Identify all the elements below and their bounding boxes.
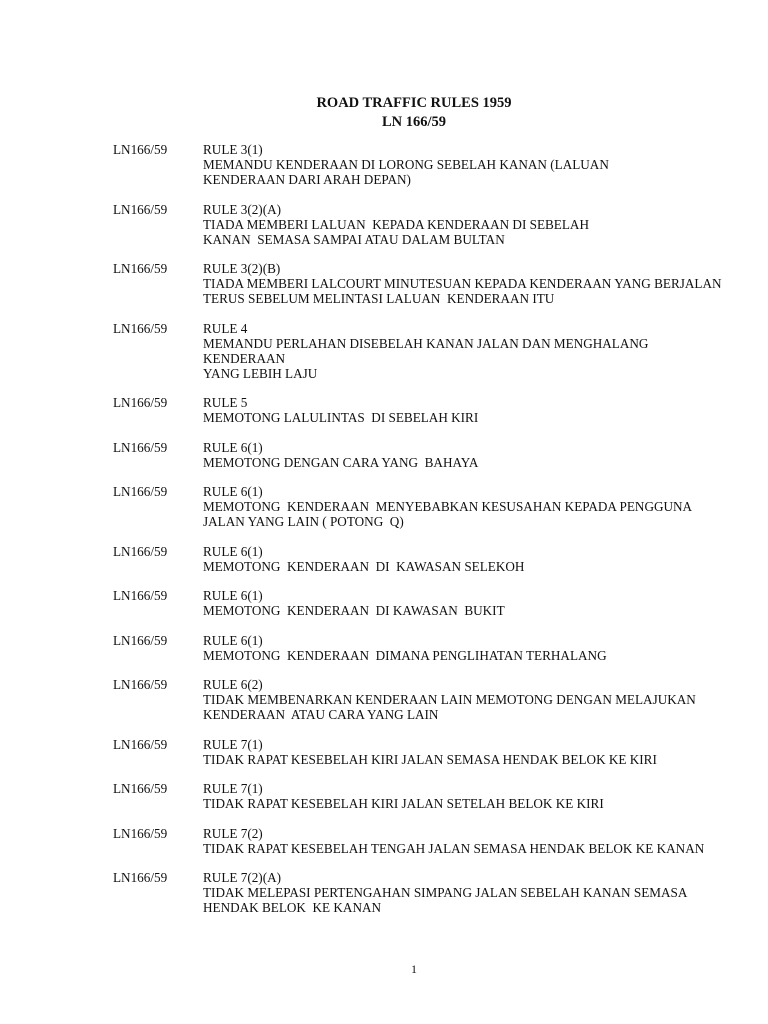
rule-entry <box>113 588 733 618</box>
rule-body <box>203 633 733 663</box>
rule-description: TIDAK MELEPASI PERTENGAHAN SIMPANG JALAN SEBELAH KANAN SEMASA HENDAK BELOK KE KANAN <box>203 885 688 915</box>
rule-body <box>203 781 733 811</box>
rule-body <box>203 440 733 470</box>
rule-code: LN166/59 <box>113 543 168 559</box>
rule-number: RULE 5 <box>203 395 248 410</box>
rule-code: LN166/59 <box>113 395 168 410</box>
rule-number: RULE 3(1) <box>203 142 263 157</box>
rule-body <box>203 826 733 856</box>
rule-body <box>203 395 733 425</box>
rule-code: LN166/59 <box>113 736 168 752</box>
rule-code: LN166/59 <box>113 261 168 276</box>
rule-entry <box>113 633 733 663</box>
rule-code: LN166/59 <box>113 677 168 692</box>
rule-body <box>203 737 733 767</box>
rule-number: RULE 7(1) <box>203 736 263 752</box>
rule-entry <box>113 781 733 811</box>
rule-entry <box>113 142 733 187</box>
rule-entry <box>113 395 733 425</box>
rule-code: LN166/59 <box>113 781 168 796</box>
rule-code: LN166/59 <box>113 825 168 841</box>
rule-code: LN166/59 <box>113 439 168 455</box>
rule-number: RULE 6(1) <box>203 632 263 648</box>
rule-description: TIDAK RAPAT KESEBELAH KIRI JALAN SEMASA HENDAK BELOK KE KIRI <box>203 751 657 767</box>
rule-code: LN166/59 <box>113 320 168 336</box>
rules-list <box>113 142 733 930</box>
document-title <box>0 94 768 132</box>
rule-entry <box>113 677 733 722</box>
rule-description: TIADA MEMBERI LALUAN KEPADA KENDERAAN DI SEBELAH KANAN SEMASA SAMPAI ATAU DALAM BULTAN <box>203 216 589 247</box>
rule-body <box>203 588 733 618</box>
title-line-2: LN 166/59 <box>381 114 447 130</box>
rule-number: RULE 6(1) <box>203 588 263 603</box>
rule-code: LN166/59 <box>113 484 168 499</box>
rule-body <box>203 677 733 722</box>
rule-entry <box>113 202 733 247</box>
rule-description: MEMOTONG KENDERAAN DIMANA PENGLIHATAN TERHALANG <box>203 647 607 663</box>
rule-description: MEMOTONG DENGAN CARA YANG BAHAYA <box>203 454 479 470</box>
rule-number: RULE 3(2)(B) <box>203 261 281 276</box>
rule-description: TIDAK RAPAT KESEBELAH TENGAH JALAN SEMASA HENDAK BELOK KE KANAN <box>203 840 705 856</box>
rule-description: MEMOTONG LALULINTAS DI SEBELAH KIRI <box>203 410 479 425</box>
rule-body <box>203 484 733 529</box>
rule-number: RULE 6(1) <box>203 484 263 499</box>
rule-body <box>203 142 733 187</box>
rule-description: MEMOTONG KENDERAAN MENYEBABKAN KESUSAHAN KEPADA PENGGUNA JALAN YANG LAIN ( POTONG Q) <box>203 499 693 529</box>
rule-number: RULE 6(1) <box>203 439 263 455</box>
rule-description: MEMANDU KENDERAAN DI LORONG SEBELAH KANAN (LALUAN KENDERAAN DARI ARAH DEPAN) <box>203 157 609 187</box>
rule-body <box>203 261 733 306</box>
rule-entry <box>113 484 733 529</box>
rule-body <box>203 202 733 247</box>
rule-entry <box>113 737 733 767</box>
page-number: 1 <box>411 962 417 976</box>
rule-body <box>203 870 733 915</box>
rule-code: LN166/59 <box>113 588 168 603</box>
rule-number: RULE 6(2) <box>203 677 263 692</box>
rule-description: TIADA MEMBERI LALCOURT MINUTESUAN KEPADA KENDERAAN YANG BERJALAN TERUS SEBELUM MELINTASI LALUAN KENDERAAN ITU <box>203 276 722 306</box>
rule-description: TIDAK MEMBENARKAN KENDERAAN LAIN MEMOTONG DENGAN MELAJUKAN KENDERAAN ATAU CARA YANG LAIN <box>203 692 696 722</box>
rule-code: LN166/59 <box>113 201 168 217</box>
rule-number: RULE 6(1) <box>203 543 263 559</box>
rule-code: LN166/59 <box>113 870 168 885</box>
rule-number: RULE 7(2)(A) <box>203 870 282 885</box>
rule-number: RULE 7(2) <box>203 825 263 841</box>
rule-body <box>203 321 733 381</box>
rule-entry <box>113 544 733 574</box>
rule-number: RULE 3(2)(A) <box>203 201 282 217</box>
rule-code: LN166/59 <box>113 142 168 157</box>
rule-description: MEMOTONG KENDERAAN DI KAWASAN SELEKOH <box>203 558 525 574</box>
rule-body <box>203 544 733 574</box>
rule-code: LN166/59 <box>113 632 168 648</box>
title-line-1: ROAD TRAFFIC RULES 1959 <box>316 95 512 111</box>
rule-description: TIDAK RAPAT KESEBELAH KIRI JALAN SETELAH BELOK KE KIRI <box>203 796 604 811</box>
rule-number: RULE 7(1) <box>203 781 263 796</box>
rule-description: MEMOTONG KENDERAAN DI KAWASAN BUKIT <box>203 603 505 618</box>
rule-number: RULE 4 <box>203 320 248 336</box>
rule-entry <box>113 321 733 381</box>
rule-entry <box>113 870 733 915</box>
rule-description: MEMANDU PERLAHAN DISEBELAH KANAN JALAN DAN MENGHALANG KENDERAAN YANG LEBIH LAJU <box>203 335 649 381</box>
rule-entry <box>113 440 733 470</box>
rule-entry <box>113 261 733 306</box>
rule-entry <box>113 826 733 856</box>
